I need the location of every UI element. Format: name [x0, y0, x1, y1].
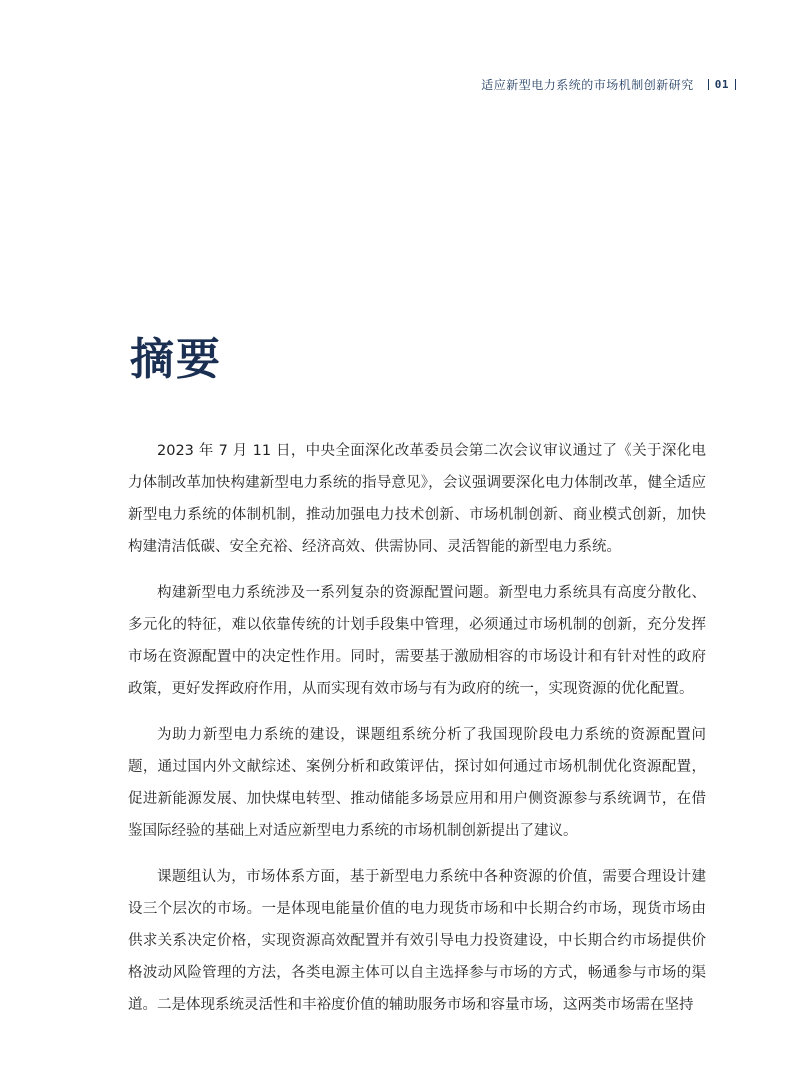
page-number: 01: [714, 78, 729, 91]
paragraph: 2023 年 7 月 11 日，中央全面深化改革委员会第二次会议审议通过了《关于深化电力体制改革加快构建新型电力系统的指导意见》，会议强调要深化电力体制改革，健全适应新型电力系统的体制机制，推动加强电力技术创新、市场机制创新、商业模式创新，加快构建清洁低碳、安全充裕、经济高效、供需协同、灵活智能的新型电力系统。: [128, 443, 706, 555]
header-divider-right: [735, 79, 736, 90]
section-title: 摘要: [130, 334, 222, 385]
paragraph: 课题组认为，市场体系方面，基于新型电力系统中各种资源的价值，需要合理设计建设三个层次的市场。一是体现电能量价值的电力现货市场和中长期合约市场，现货市场由供求关系决定价格，实现资源高效配置并有效引导电力投资建设，中长期合约市场提供价格波动风险管理的方法，各类电源主体可以自主选择参与市场的方式，畅通参与市场的渠道。二是体现系统灵活性和丰裕度价值的辅助服务市场和容量市场，这两类市场需在坚持: [128, 869, 706, 1013]
running-header: [481, 76, 736, 93]
paragraph: 构建新型电力系统涉及一系列复杂的资源配置问题。新型电力系统具有高度分散化、多元化的特征，难以依靠传统的计划手段集中管理，必须通过市场机制的创新，充分发挥市场在资源配置中的决定性作用。同时，需要基于激励相容的市场设计和有针对性的政府政策，更好发挥政府作用，从而实现有效市场与有为政府的统一，实现资源的优化配置。: [128, 585, 706, 697]
header-divider-left: [708, 79, 709, 90]
running-header-title: 适应新型电力系统的市场机制创新研究: [481, 78, 694, 92]
body-text: [128, 435, 706, 1035]
paragraph: 为助力新型电力系统的建设，课题组系统分析了我国现阶段电力系统的资源配置问题，通过国内外文献综述、案例分析和政策评估，探讨如何通过市场机制优化资源配置，促进新能源发展、加快煤电转型、推动储能多场景应用和用户侧资源参与系统调节，在借鉴国际经验的基础上对适应新型电力系统的市场机制创新提出了建议。: [128, 727, 706, 839]
